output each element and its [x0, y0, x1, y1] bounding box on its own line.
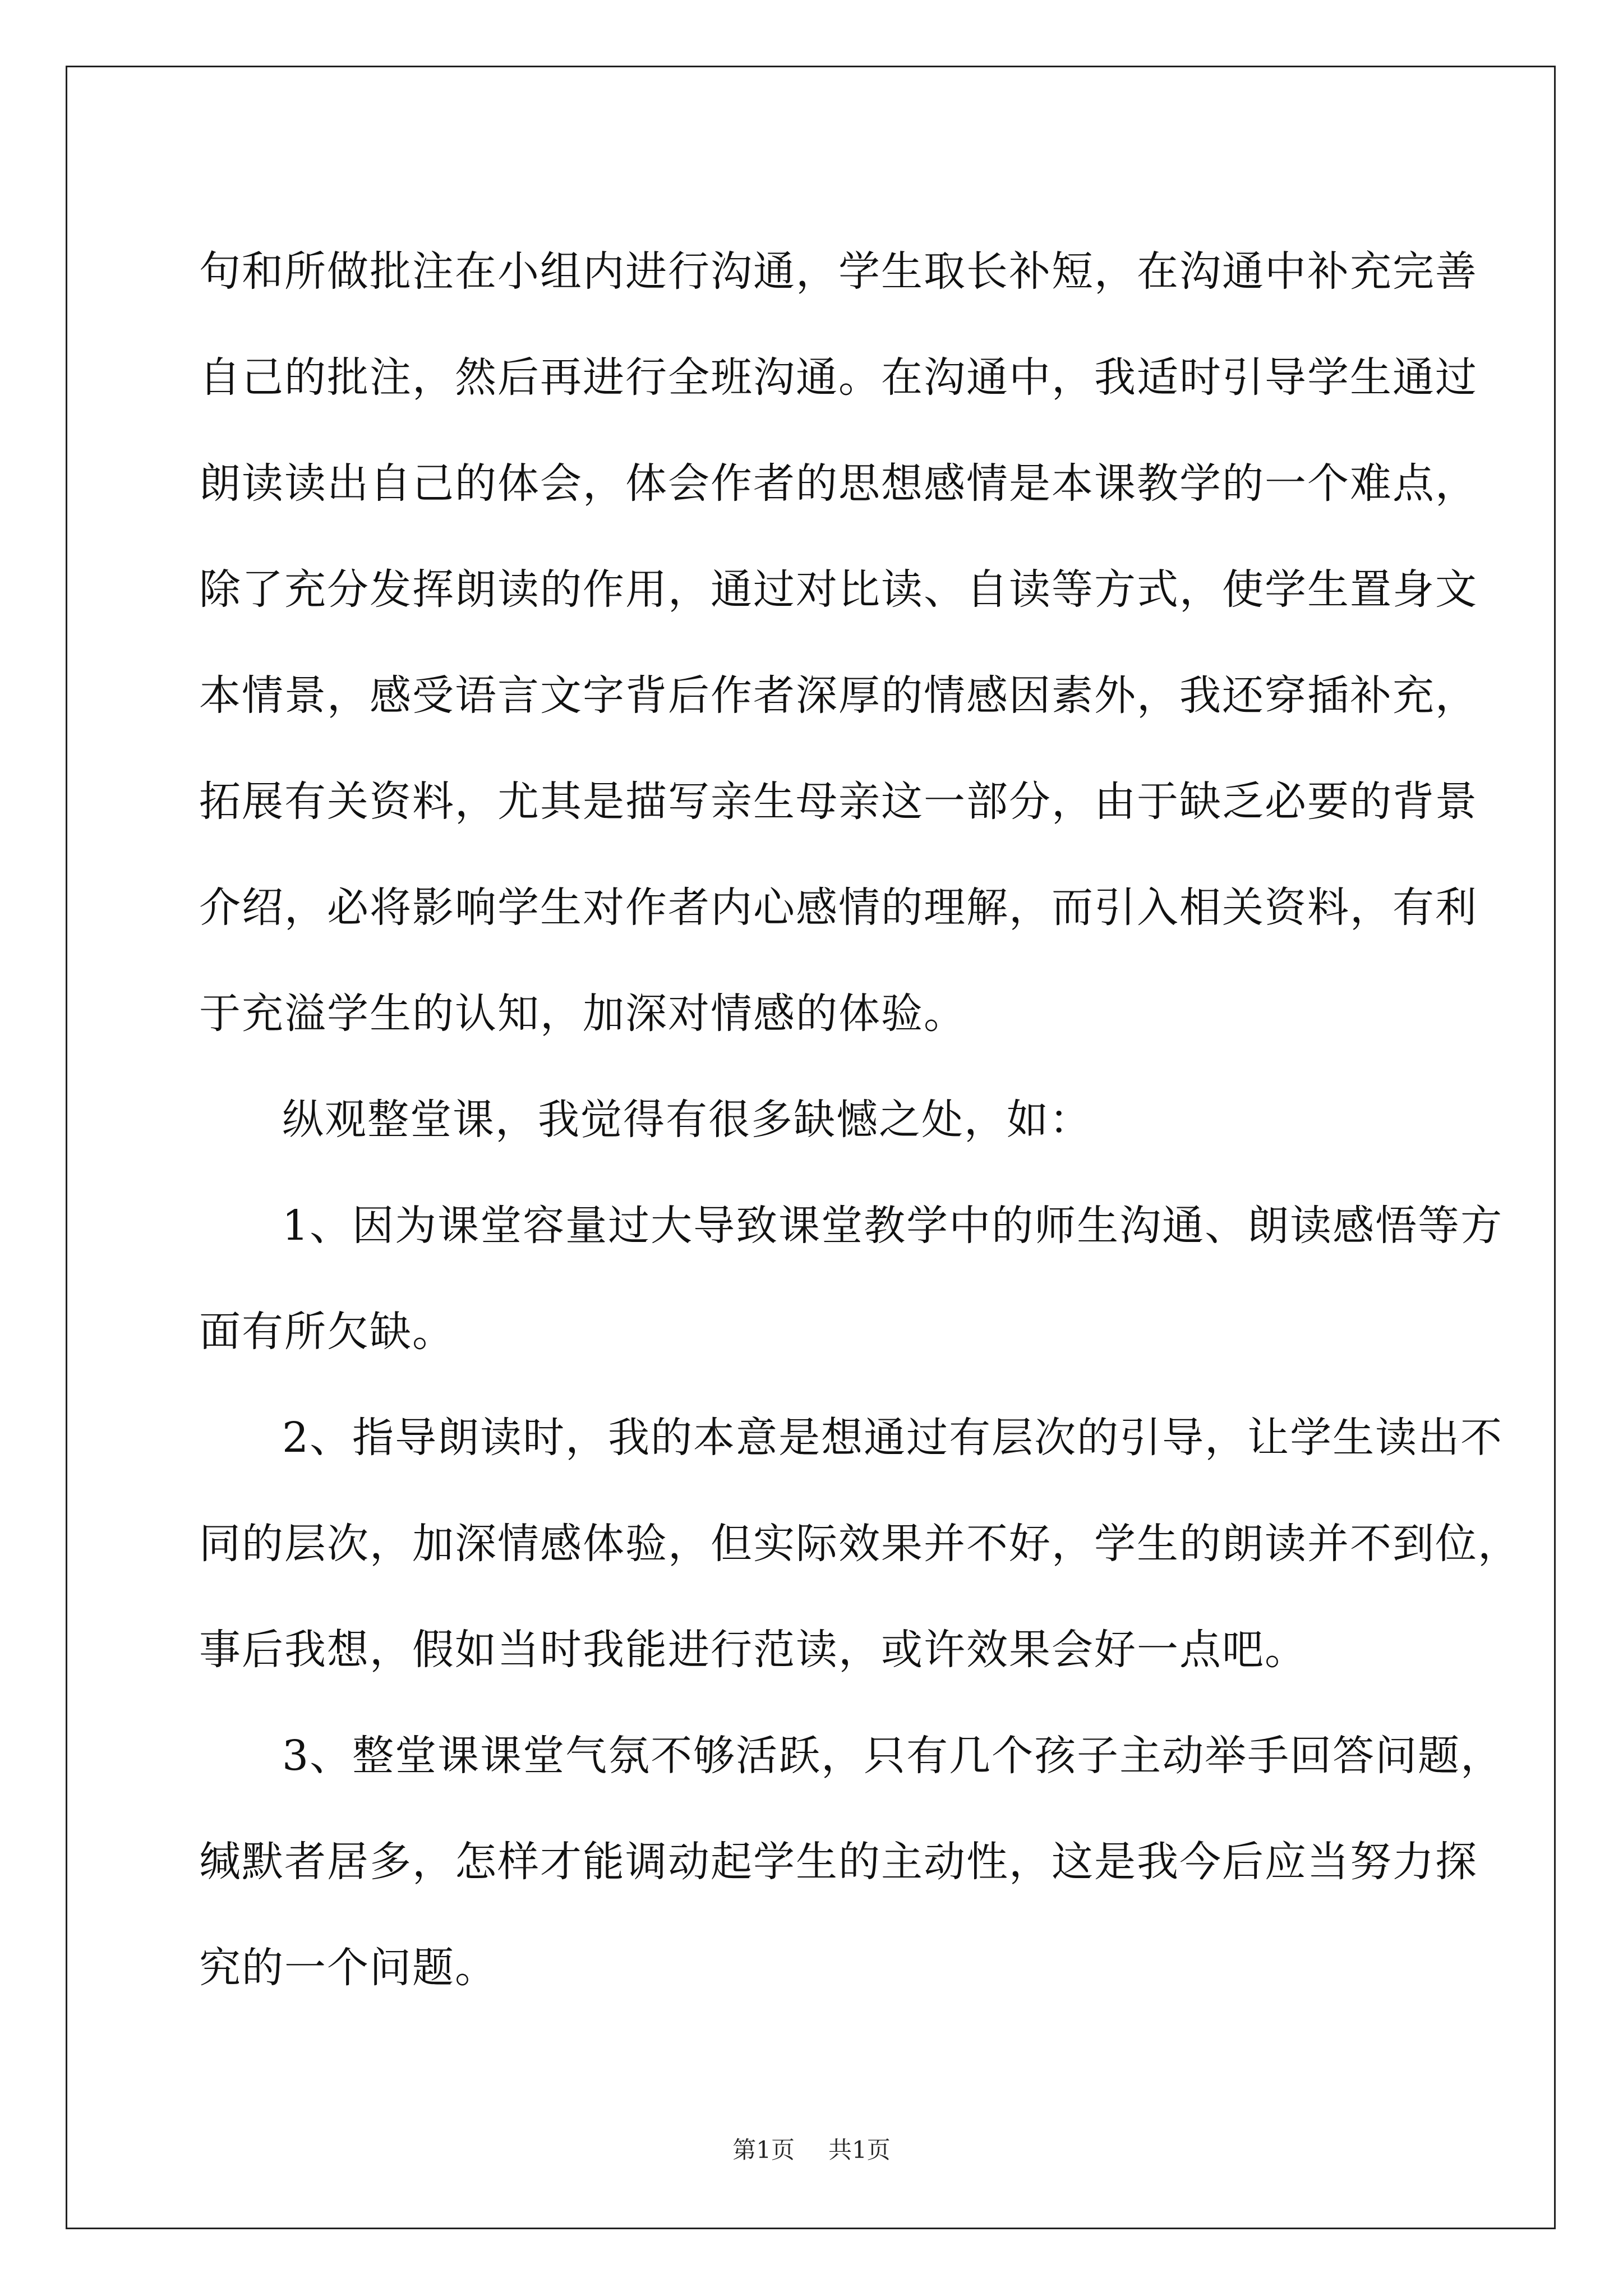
list-item-3-line: 3、整堂课课堂气氛不够活跃，只有几个孩子主动举手回答问题，	[282, 1732, 1504, 1780]
text-line: 自己的批注，然后再进行全班沟通。在沟通中，我适时引导学生通过	[199, 353, 1478, 402]
text-line: 句和所做批注在小组内进行沟通，学生取长补短，在沟通中补充完善	[199, 247, 1478, 296]
list-item-1-line: 1、因为课堂容量过大导致课堂教学中的师生沟通、朗读感悟等方	[282, 1202, 1504, 1250]
text-line: 究的一个问题。	[199, 1944, 497, 1992]
page-number: 第1页	[732, 2136, 795, 2164]
paragraph-start-line: 纵观整堂课，我觉得有很多缺憾之处，如：	[282, 1096, 1092, 1144]
text-line: 本情景，感受语言文字背后作者深厚的情感因素外，我还穿插补充，	[199, 671, 1478, 720]
text-line: 朗读读出自己的体会，体会作者的思想感情是本课教学的一个难点，	[199, 459, 1478, 508]
text-line: 事后我想，假如当时我能进行范读，或许效果会好一点吧。	[199, 1626, 1307, 1674]
text-line: 于充溢学生的认知，加深对情感的体验。	[199, 990, 966, 1038]
text-line: 同的层次，加深情感体验，但实际效果并不好，学生的朗读并不到位，	[199, 1520, 1520, 1568]
text-line: 介绍，必将影响学生对作者内心感情的理解，而引入相关资料，有利	[199, 884, 1478, 932]
text-line: 除了充分发挥朗读的作用，通过对比读、自读等方式，使学生置身文	[199, 565, 1478, 614]
list-item-2-line: 2、指导朗读时，我的本意是想通过有层次的引导，让学生读出不	[282, 1414, 1504, 1462]
text-line: 面有所欠缺。	[199, 1308, 455, 1356]
page-footer	[0, 2132, 1623, 2165]
body-text	[199, 219, 1520, 2021]
page-total: 共1页	[828, 2136, 891, 2164]
text-line: 缄默者居多，怎样才能调动起学生的主动性，这是我今后应当努力探	[199, 1838, 1478, 1886]
text-line: 拓展有关资料，尤其是描写亲生母亲这一部分，由于缺乏必要的背景	[199, 777, 1478, 826]
